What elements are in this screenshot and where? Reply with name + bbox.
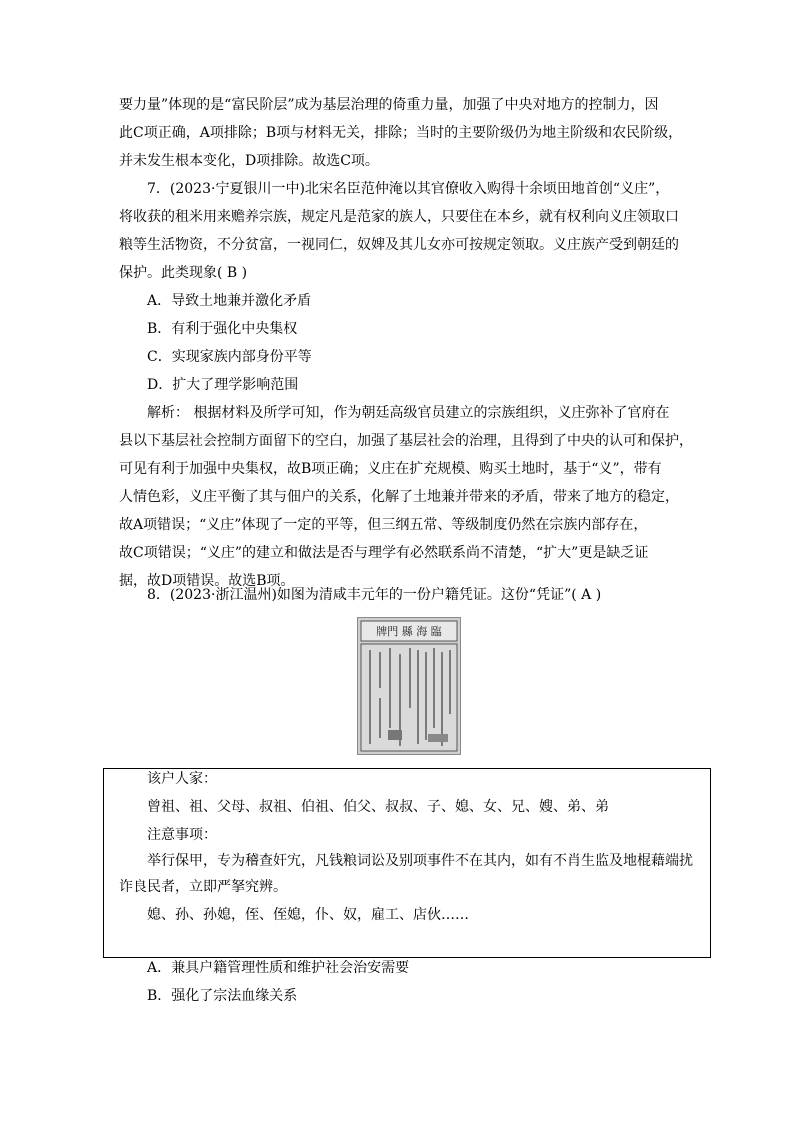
text-line: 此C项正确，A项排除；B项与材料无关，排除；当时的主要阶级仍为地主阶级和农民阶级， [119, 125, 683, 141]
household-registration-certificate-image [357, 617, 461, 755]
box-line: 该户人家： [147, 771, 217, 787]
box-line: 诈良民者，立即严拏究辨。 [119, 879, 287, 895]
certificate-illustration [358, 618, 460, 754]
question-7-stem: 7．(2023·宁夏银川一中)北宋名臣范仲淹以其官僚收入购得十余顷田地首创“义庄”， [147, 181, 670, 197]
explanation-line: 县以下基层社会控制方面留下的空白，加强了基层社会的治理，且得到了中央的认可和保护， [119, 433, 693, 449]
certificate-header-text: 牌門 縣 海 臨 [376, 625, 442, 638]
explanation-line: 人情色彩，义庄平衡了其与佃户的关系，化解了土地兼并带来的矛盾，带来了地方的稳定， [119, 489, 679, 505]
explanation-line: 据，故D项错误。故选B项。 [119, 573, 295, 589]
question-8-stem: 8．(2023·浙江温州)如图为清咸丰元年的一份户籍凭证。这份“凭证”( A ) [147, 587, 602, 603]
option-b: B．强化了宗法血缘关系 [147, 988, 298, 1004]
box-line: 曾祖、祖、父母、叔祖、伯祖、伯父、叔叔、子、媳、女、兄、嫂、弟、弟 [147, 799, 609, 815]
box-line: 媳、孙、孙媳，侄、侄媳，仆、奴，雇工、店伙…… [147, 907, 469, 923]
explanation-line: 可见有利于加强中央集权，故B项正确；义庄在扩充规模、购买土地时，基于“义”，带有 [119, 461, 662, 477]
text-line: 保护。此类现象( B ) [119, 265, 248, 281]
text-line: 要力量”体现的是“富民阶层”成为基层治理的倚重力量，加强了中央对地方的控制力，因 [119, 97, 659, 113]
explanation-line: 解析： 根据材料及所学可知，作为朝廷高级官员建立的宗族组织，义庄弥补了官府在 [147, 405, 670, 421]
option-a: A．导致土地兼并激化矛盾 [147, 293, 312, 309]
explanation-line: 故C项错误；“义庄”的建立和做法是否与理学有必然联系尚不清楚，“扩大”更是缺乏证 [119, 545, 649, 561]
option-b: B．有利于强化中央集权 [147, 321, 298, 337]
explanation-line: 故A项错误；“义庄”体现了一定的平等，但三纲五常、等级制度仍然在宗族内部存在， [119, 517, 648, 533]
text-line: 并未发生根本变化，D项排除。故选C项。 [119, 153, 379, 169]
option-c: C．实现家族内部身份平等 [147, 349, 312, 365]
text-line: 将收获的租米用来赡养宗族，规定凡是范家的族人，只要住在本乡，就有权利向义庄领取口 [119, 209, 679, 225]
box-line: 举行保甲，专为稽查奸宄，凡钱粮词讼及别项事件不在其内，如有不肖生监及地棍藉端扰 [147, 853, 693, 869]
option-d: D．扩大了理学影响范围 [147, 377, 299, 393]
box-line: 注意事项： [147, 827, 217, 843]
text-line: 粮等生活物资，不分贫富，一视同仁，奴婢及其儿女亦可按规定领取。义庄族产受到朝廷的 [119, 237, 679, 253]
option-a: A．兼具户籍管理性质和维护社会治安需要 [147, 960, 410, 976]
